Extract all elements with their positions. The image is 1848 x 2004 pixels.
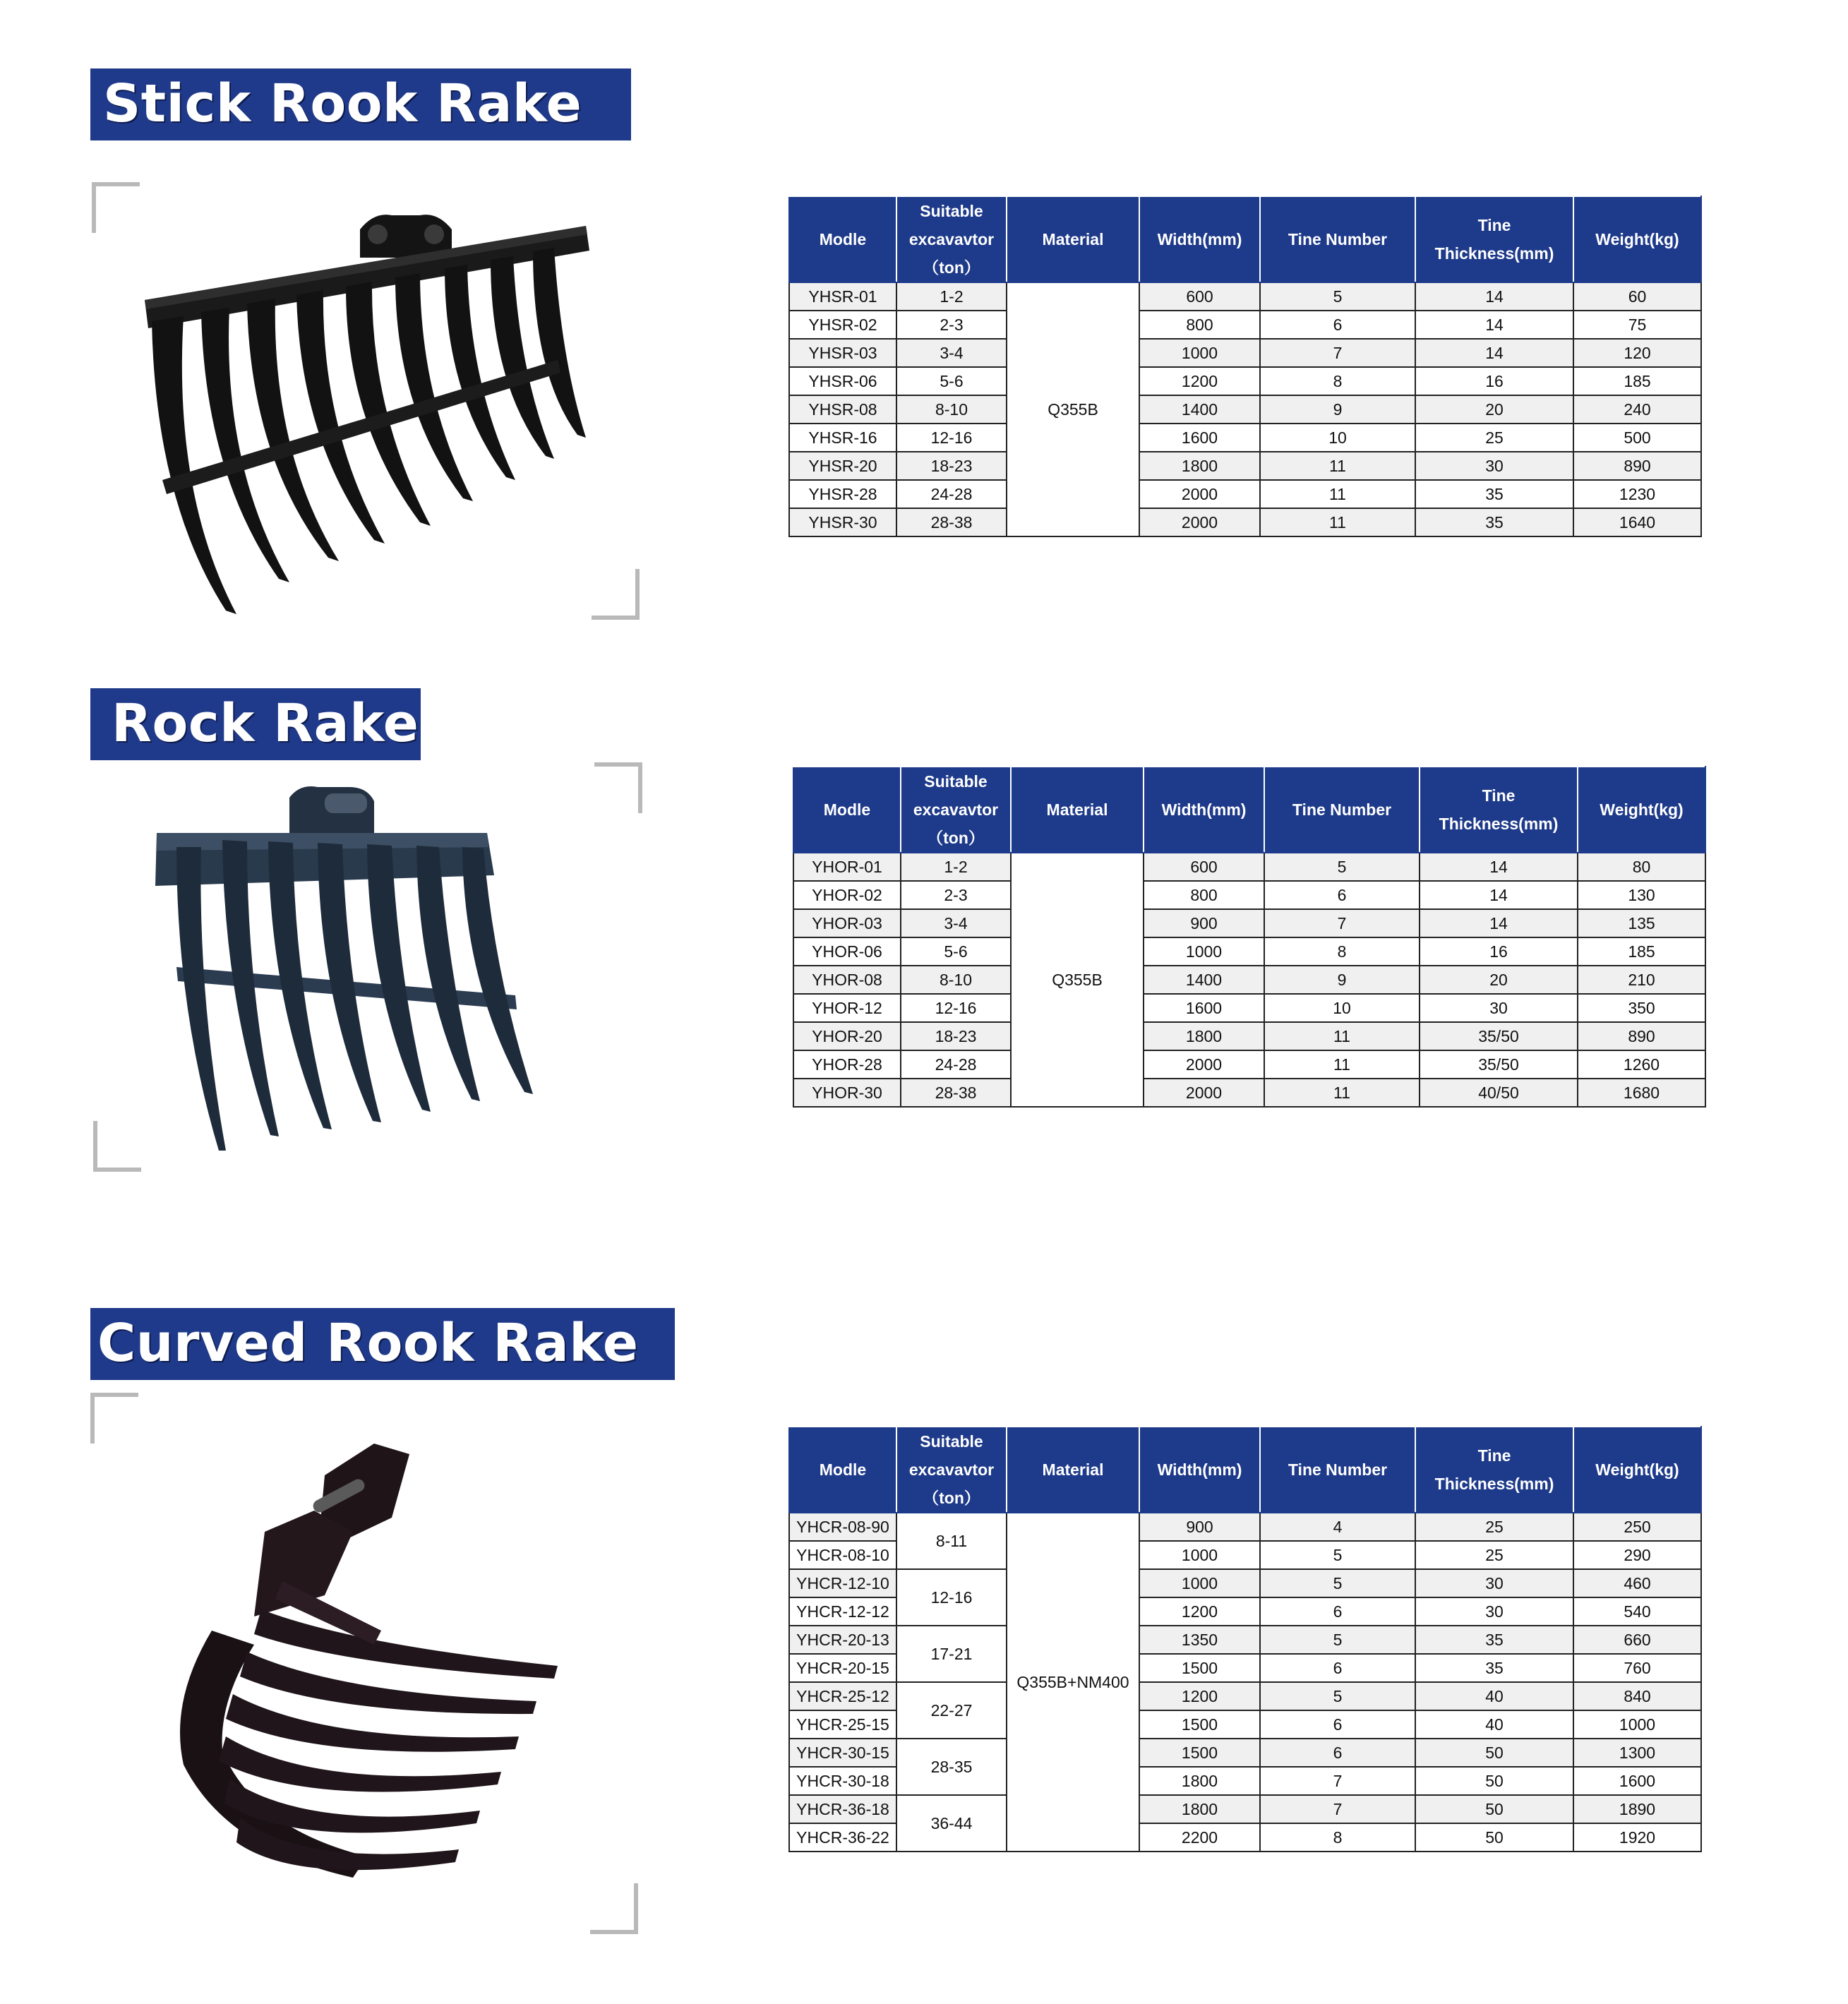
- cell-tines: 5: [1260, 1682, 1415, 1710]
- cell-thickness: 30: [1420, 994, 1578, 1022]
- header-width: Width(mm): [1144, 767, 1264, 853]
- frame-corner-top-right: [594, 762, 642, 813]
- cell-excavator: 24-28: [896, 480, 1007, 508]
- cell-tines: 9: [1264, 966, 1420, 994]
- cell-weight: 890: [1573, 452, 1701, 480]
- cell-width: 1400: [1144, 966, 1264, 994]
- cell-tines: 7: [1260, 339, 1415, 367]
- cell-weight: 240: [1573, 395, 1701, 424]
- table-row: [789, 311, 1701, 339]
- table-row: [789, 395, 1701, 424]
- cell-model: YHSR-28: [789, 480, 896, 508]
- table-row: [789, 1739, 1701, 1767]
- cell-weight: 1680: [1578, 1079, 1705, 1107]
- header-suitable-line-1: Suitable: [920, 1432, 983, 1451]
- header-tine-number: Tine Number: [1260, 196, 1415, 282]
- cell-thickness: 50: [1415, 1739, 1573, 1767]
- cell-model: YHCR-36-18: [789, 1795, 896, 1823]
- header-model: Modle: [789, 1427, 896, 1513]
- cell-thickness: 14: [1420, 881, 1578, 909]
- cell-tines: 8: [1264, 937, 1420, 966]
- header-suitable-line-3: （ton）: [923, 1489, 980, 1507]
- cell-width: 1500: [1139, 1739, 1260, 1767]
- table-row: [793, 909, 1705, 937]
- table-row: [789, 282, 1701, 311]
- table-row: [789, 1513, 1701, 1541]
- cell-thickness: 14: [1415, 282, 1573, 311]
- cell-weight: 75: [1573, 311, 1701, 339]
- frame-corner-bottom-right: [590, 1883, 638, 1934]
- cell-excavator: 2-3: [896, 311, 1007, 339]
- cell-weight: 1920: [1573, 1823, 1701, 1852]
- cell-model: YHCR-20-15: [789, 1654, 896, 1682]
- cell-excavator: 24-28: [901, 1050, 1011, 1079]
- header-tine-thickness: Tine Thickness(mm): [1415, 196, 1573, 282]
- cell-tines: 5: [1260, 1626, 1415, 1654]
- cell-tines: 6: [1264, 881, 1420, 909]
- cell-tines: 8: [1260, 367, 1415, 395]
- cell-weight: 1000: [1573, 1710, 1701, 1739]
- cell-weight: 840: [1573, 1682, 1701, 1710]
- cell-model: YHCR-25-15: [789, 1710, 896, 1739]
- cell-weight: 760: [1573, 1654, 1701, 1682]
- cell-width: 900: [1139, 1513, 1260, 1541]
- cell-tines: 10: [1260, 424, 1415, 452]
- cell-material: Q355B+NM400: [1007, 1513, 1139, 1852]
- cell-model: YHSR-02: [789, 311, 896, 339]
- table-row: [789, 1795, 1701, 1823]
- header-tine-number: Tine Number: [1264, 767, 1420, 853]
- cell-thickness: 25: [1415, 1541, 1573, 1569]
- frame-corner-top-left: [92, 182, 140, 233]
- cell-model: YHCR-08-10: [789, 1541, 896, 1569]
- cell-model: YHOR-08: [793, 966, 901, 994]
- header-model: Modle: [789, 196, 896, 282]
- header-material: Material: [1011, 767, 1144, 853]
- cell-weight: 1640: [1573, 508, 1701, 536]
- cell-excavator: 12-16: [901, 994, 1011, 1022]
- cell-tines: 7: [1260, 1767, 1415, 1795]
- frame-corner-bottom-left: [93, 1121, 141, 1172]
- cell-material: Q355B: [1011, 853, 1144, 1107]
- cell-weight: 1230: [1573, 480, 1701, 508]
- cell-weight: 130: [1578, 881, 1705, 909]
- cell-thickness: 16: [1420, 937, 1578, 966]
- cell-excavator-group: 22-27: [896, 1682, 1007, 1739]
- header-weight: Weight(kg): [1573, 1427, 1701, 1513]
- cell-thickness: 30: [1415, 1569, 1573, 1597]
- cell-tines: 5: [1260, 1569, 1415, 1597]
- cell-model: YHCR-08-90: [789, 1513, 896, 1541]
- cell-thickness: 35: [1415, 480, 1573, 508]
- cell-thickness: 20: [1415, 395, 1573, 424]
- cell-weight: 1890: [1573, 1795, 1701, 1823]
- cell-model: YHSR-08: [789, 395, 896, 424]
- header-width: Width(mm): [1139, 1427, 1260, 1513]
- cell-weight: 135: [1578, 909, 1705, 937]
- cell-thickness: 14: [1420, 853, 1578, 881]
- cell-thickness: 30: [1415, 1597, 1573, 1626]
- cell-weight: 350: [1578, 994, 1705, 1022]
- cell-width: 1000: [1139, 1569, 1260, 1597]
- cell-excavator-group: 28-35: [896, 1739, 1007, 1795]
- cell-width: 1000: [1144, 937, 1264, 966]
- cell-weight: 120: [1573, 339, 1701, 367]
- table-row: [793, 1079, 1705, 1107]
- cell-excavator: 28-38: [901, 1079, 1011, 1107]
- header-tine-thickness: Tine Thickness(mm): [1420, 767, 1578, 853]
- section-title-stick-rook-rake: Stick Rook Rake: [90, 68, 631, 140]
- table-row: [793, 1022, 1705, 1050]
- cell-excavator: 12-16: [896, 424, 1007, 452]
- table-row: [789, 339, 1701, 367]
- header-tine-number: Tine Number: [1260, 1427, 1415, 1513]
- cell-tines: 4: [1260, 1513, 1415, 1541]
- section-title-rock-rake: Rock Rake: [90, 688, 421, 760]
- header-suitable-excavator: [896, 196, 1007, 282]
- cell-weight: 540: [1573, 1597, 1701, 1626]
- header-material: Material: [1007, 1427, 1139, 1513]
- cell-model: YHSR-20: [789, 452, 896, 480]
- cell-model: YHSR-30: [789, 508, 896, 536]
- cell-excavator: 8-10: [901, 966, 1011, 994]
- cell-thickness: 25: [1415, 424, 1573, 452]
- cell-tines: 7: [1264, 909, 1420, 937]
- cell-model: YHOR-30: [793, 1079, 901, 1107]
- cell-model: YHOR-03: [793, 909, 901, 937]
- cell-weight: 290: [1573, 1541, 1701, 1569]
- cell-model: YHOR-12: [793, 994, 901, 1022]
- cell-thickness: 40: [1415, 1710, 1573, 1739]
- cell-width: 1350: [1139, 1626, 1260, 1654]
- cell-width: 1000: [1139, 1541, 1260, 1569]
- cell-weight: 890: [1578, 1022, 1705, 1050]
- cell-weight: 210: [1578, 966, 1705, 994]
- cell-model: YHOR-28: [793, 1050, 901, 1079]
- header-suitable-line-3: （ton）: [923, 258, 980, 277]
- header-suitable-line-2: excavavtor: [908, 230, 995, 248]
- table-row: [789, 480, 1701, 508]
- cell-material: Q355B: [1007, 282, 1139, 536]
- table-row: [793, 994, 1705, 1022]
- cell-weight: 460: [1573, 1569, 1701, 1597]
- cell-thickness: 35: [1415, 1654, 1573, 1682]
- cell-model: YHCR-25-12: [789, 1682, 896, 1710]
- cell-width: 1800: [1139, 452, 1260, 480]
- cell-model: YHOR-06: [793, 937, 901, 966]
- cell-width: 1500: [1139, 1710, 1260, 1739]
- cell-model: YHCR-36-22: [789, 1823, 896, 1852]
- cell-excavator: 1-2: [896, 282, 1007, 311]
- header-suitable-line-1: Suitable: [924, 772, 988, 791]
- cell-weight: 660: [1573, 1626, 1701, 1654]
- cell-width: 1200: [1139, 1682, 1260, 1710]
- cell-excavator: 3-4: [896, 339, 1007, 367]
- cell-excavator-group: 36-44: [896, 1795, 1007, 1852]
- cell-model: YHOR-20: [793, 1022, 901, 1050]
- cell-width: 1800: [1144, 1022, 1264, 1050]
- cell-thickness: 50: [1415, 1767, 1573, 1795]
- table-row: [789, 508, 1701, 536]
- cell-thickness: 35/50: [1420, 1022, 1578, 1050]
- cell-model: YHSR-01: [789, 282, 896, 311]
- cell-model: YHSR-06: [789, 367, 896, 395]
- cell-tines: 11: [1264, 1050, 1420, 1079]
- cell-tines: 5: [1264, 853, 1420, 881]
- cell-width: 800: [1144, 881, 1264, 909]
- cell-model: YHCR-12-10: [789, 1569, 896, 1597]
- cell-width: 1800: [1139, 1767, 1260, 1795]
- curved-rook-rake-spec-table: [788, 1426, 1702, 1852]
- cell-tines: 7: [1260, 1795, 1415, 1823]
- cell-model: YHOR-01: [793, 853, 901, 881]
- rock-rake-image: [148, 784, 600, 1165]
- cell-thickness: 20: [1420, 966, 1578, 994]
- cell-width: 1800: [1139, 1795, 1260, 1823]
- cell-model: YHCR-20-13: [789, 1626, 896, 1654]
- table-row: [789, 1682, 1701, 1710]
- curved-rook-rake-image: [141, 1433, 579, 1892]
- cell-weight: 185: [1573, 367, 1701, 395]
- cell-excavator: 1-2: [901, 853, 1011, 881]
- table-row: [789, 1626, 1701, 1654]
- cell-tines: 5: [1260, 282, 1415, 311]
- cell-weight: 1600: [1573, 1767, 1701, 1795]
- cell-width: 900: [1144, 909, 1264, 937]
- cell-thickness: 35: [1415, 508, 1573, 536]
- table-row: [793, 853, 1705, 881]
- cell-weight: 80: [1578, 853, 1705, 881]
- cell-model: YHCR-12-12: [789, 1597, 896, 1626]
- cell-tines: 11: [1260, 452, 1415, 480]
- cell-tines: 6: [1260, 1654, 1415, 1682]
- table-row: [793, 937, 1705, 966]
- cell-width: 1200: [1139, 367, 1260, 395]
- cell-width: 2000: [1144, 1079, 1264, 1107]
- cell-width: 1500: [1139, 1654, 1260, 1682]
- cell-width: 1600: [1144, 994, 1264, 1022]
- cell-width: 800: [1139, 311, 1260, 339]
- rock-rake-spec-table: [793, 766, 1706, 1108]
- cell-tines: 9: [1260, 395, 1415, 424]
- cell-width: 600: [1144, 853, 1264, 881]
- header-material: Material: [1007, 196, 1139, 282]
- cell-width: 2200: [1139, 1823, 1260, 1852]
- cell-excavator: 18-23: [896, 452, 1007, 480]
- header-suitable-line-1: Suitable: [920, 202, 983, 220]
- cell-weight: 60: [1573, 282, 1701, 311]
- table-row: [789, 424, 1701, 452]
- cell-tines: 11: [1264, 1022, 1420, 1050]
- header-tine-thickness: Tine Thickness(mm): [1415, 1427, 1573, 1513]
- cell-thickness: 40/50: [1420, 1079, 1578, 1107]
- cell-model: YHCR-30-18: [789, 1767, 896, 1795]
- cell-thickness: 14: [1415, 311, 1573, 339]
- cell-width: 1000: [1139, 339, 1260, 367]
- table-row: [789, 1569, 1701, 1597]
- cell-thickness: 50: [1415, 1795, 1573, 1823]
- cell-tines: 6: [1260, 1739, 1415, 1767]
- cell-width: 1600: [1139, 424, 1260, 452]
- table-row: [793, 1050, 1705, 1079]
- header-suitable-excavator: [896, 1427, 1007, 1513]
- cell-excavator: 8-10: [896, 395, 1007, 424]
- cell-width: 2000: [1144, 1050, 1264, 1079]
- header-suitable-line-2: excavavtor: [908, 1460, 995, 1479]
- cell-excavator-group: 12-16: [896, 1569, 1007, 1626]
- cell-model: YHSR-16: [789, 424, 896, 452]
- cell-thickness: 30: [1415, 452, 1573, 480]
- cell-width: 1200: [1139, 1597, 1260, 1626]
- table-row: [793, 966, 1705, 994]
- cell-weight: 250: [1573, 1513, 1701, 1541]
- cell-excavator: 28-38: [896, 508, 1007, 536]
- header-model: Modle: [793, 767, 901, 853]
- cell-excavator: 5-6: [896, 367, 1007, 395]
- cell-thickness: 25: [1415, 1513, 1573, 1541]
- cell-tines: 8: [1260, 1823, 1415, 1852]
- cell-excavator: 18-23: [901, 1022, 1011, 1050]
- cell-thickness: 40: [1415, 1682, 1573, 1710]
- cell-weight: 1300: [1573, 1739, 1701, 1767]
- header-suitable-excavator: [901, 767, 1011, 853]
- section-title-curved-rook-rake: Curved Rook Rake: [90, 1308, 675, 1380]
- cell-thickness: 14: [1415, 339, 1573, 367]
- cell-thickness: 35/50: [1420, 1050, 1578, 1079]
- cell-width: 600: [1139, 282, 1260, 311]
- table-row: [793, 881, 1705, 909]
- cell-thickness: 16: [1415, 367, 1573, 395]
- cell-tines: 6: [1260, 1710, 1415, 1739]
- header-width: Width(mm): [1139, 196, 1260, 282]
- cell-excavator: 2-3: [901, 881, 1011, 909]
- cell-tines: 11: [1260, 508, 1415, 536]
- stick-rook-rake-image: [134, 198, 600, 621]
- cell-excavator: 3-4: [901, 909, 1011, 937]
- cell-tines: 11: [1260, 480, 1415, 508]
- cell-tines: 5: [1260, 1541, 1415, 1569]
- cell-weight: 185: [1578, 937, 1705, 966]
- cell-width: 2000: [1139, 508, 1260, 536]
- cell-excavator-group: 8-11: [896, 1513, 1007, 1569]
- cell-weight: 500: [1573, 424, 1701, 452]
- header-weight: Weight(kg): [1573, 196, 1701, 282]
- frame-corner-top-left: [90, 1393, 138, 1444]
- table-row: [789, 367, 1701, 395]
- cell-excavator: 5-6: [901, 937, 1011, 966]
- cell-model: YHSR-03: [789, 339, 896, 367]
- cell-width: 2000: [1139, 480, 1260, 508]
- header-suitable-line-3: （ton）: [927, 829, 985, 847]
- cell-excavator-group: 17-21: [896, 1626, 1007, 1682]
- cell-width: 1400: [1139, 395, 1260, 424]
- cell-tines: 6: [1260, 1597, 1415, 1626]
- cell-model: YHOR-02: [793, 881, 901, 909]
- cell-thickness: 35: [1415, 1626, 1573, 1654]
- header-weight: Weight(kg): [1578, 767, 1705, 853]
- cell-tines: 11: [1264, 1079, 1420, 1107]
- cell-tines: 10: [1264, 994, 1420, 1022]
- cell-thickness: 14: [1420, 909, 1578, 937]
- cell-weight: 1260: [1578, 1050, 1705, 1079]
- stick-rook-rake-spec-table: [788, 196, 1702, 537]
- header-suitable-line-2: excavavtor: [913, 800, 999, 819]
- cell-thickness: 50: [1415, 1823, 1573, 1852]
- table-row: [789, 452, 1701, 480]
- cell-tines: 6: [1260, 311, 1415, 339]
- cell-model: YHCR-30-15: [789, 1739, 896, 1767]
